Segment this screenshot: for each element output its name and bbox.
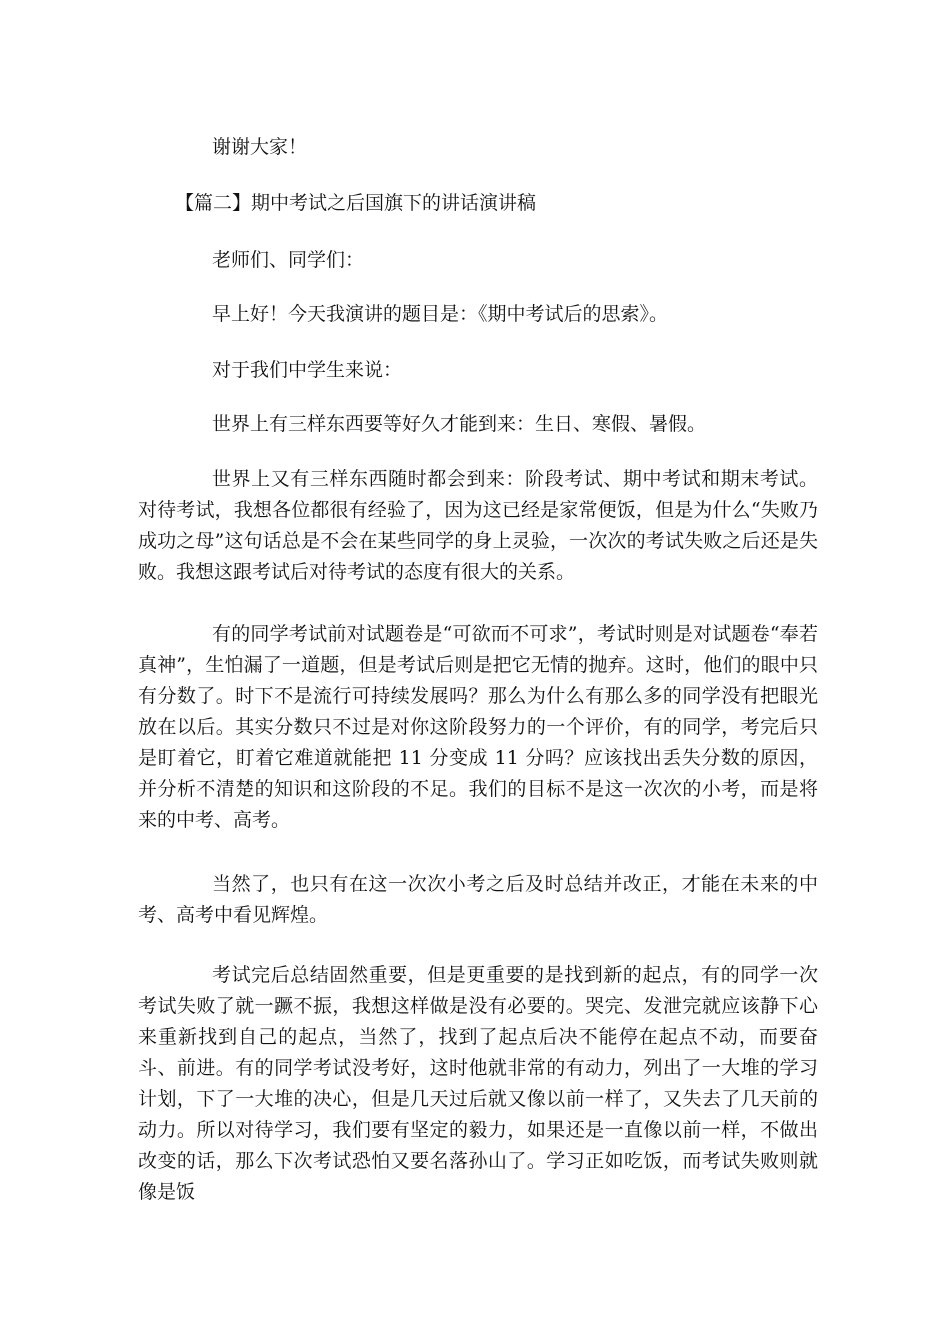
section-heading: 【篇二】期中考试之后国旗下的讲话演讲稿 — [175, 192, 537, 214]
intro-line: 对于我们中学生来说： — [212, 359, 403, 381]
greeting-line: 早上好！今天我演讲的题目是：《期中考试后的思索》。 — [212, 303, 669, 325]
body-paragraph-4: 考试完后总结固然重要，但是更重要的是找到新的起点，有的同学一次考试失败了就一蹶不振，我想这样做是没有必要的。哭完、发泄完就应该静下心来重新找到自己的起点，当然了，找到了起点后决不能停在起点不动，而要奋斗、前进。有的同学考试没考好，这时他就非常的有动力，列出了一大堆的学习计划，下了一大堆的决心，但是几天过后就又像以前一样了，又失去了几天前的动力。所以对待学习，我们要有坚定的毅力，如果还是一直像以前一样，不做出改变的话，那么下次考试恐怕又要名落孙山了。学习正如吃饭，而考试失败则就像是饭 — [138, 964, 818, 1203]
salutation-line: 老师们、同学们： — [212, 249, 365, 271]
three-things-line: 世界上有三样东西要等好久才能到来：生日、寒假、暑假。 — [212, 413, 707, 435]
closing-line: 谢谢大家！ — [212, 136, 308, 158]
body-paragraph-2: 有的同学考试前对试题卷是“可欲而不可求”，考试时则是对试题卷“奉若真神”，生怕漏了一道题，但是考试后则是把它无情的抛弃。这时，他们的眼中只有分数了。时下不是流行可持续发展吗？那么为什么有那么多的同学没有把眼光放在以后。其实分数只不过是对你这阶段努力的一个评价，有的同学，考完后只是盯着它，盯着它难道就能把 11 分变成 11 分吗？应该找出丢失分数的原因，并分析不清楚的知识和这阶段的不足。我们的目标不是这一次次的小考，而是将来的中考、高考。 — [138, 623, 818, 831]
body-paragraph-1: 世界上又有三样东西随时都会到来：阶段考试、期中考试和期末考试。对待考试，我想各位都很有经验了，因为这已经是家常便饭，但是为什么“失败乃成功之母”这句话总是不会在某些同学的身上灵验，一次次的考试失败之后还是失败。我想这跟考试后对待考试的态度有很大的关系。 — [138, 468, 818, 583]
body-paragraph-3: 当然了，也只有在这一次次小考之后及时总结并改正，才能在未来的中考、高考中看见辉煌。 — [138, 873, 818, 926]
